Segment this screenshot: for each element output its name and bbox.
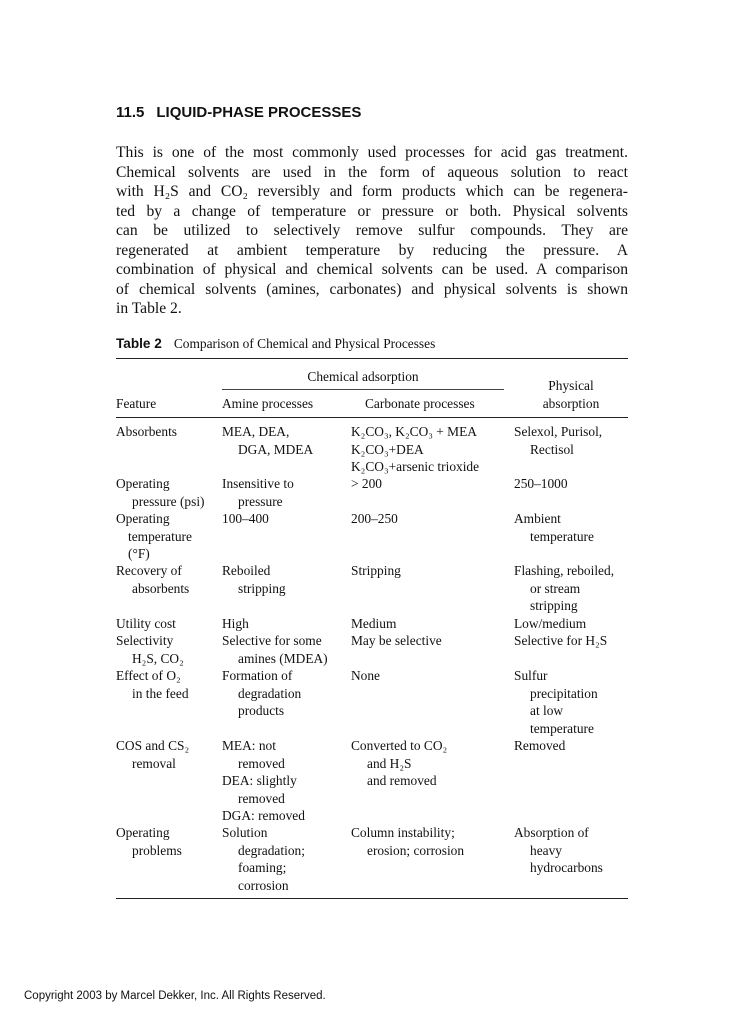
cell-feature: H₂S, CO₂ (132, 650, 184, 666)
cell-physical: Low/medium (514, 616, 587, 631)
cell-physical: Sulfur (514, 668, 548, 683)
cell-carbonate: Medium (351, 616, 397, 631)
paragraph-line: of chemical solvents (amines, carbonates) and physical solvents is shown (116, 280, 628, 298)
cell-physical: precipitation (530, 685, 598, 701)
copyright-footer: Copyright 2003 by Marcel Dekker, Inc. All Rights Reserved. (24, 990, 326, 1002)
cell-physical: heavy (530, 842, 562, 858)
paragraph-line: regenerated at ambient temperature by reducing the pressure. A (116, 241, 628, 259)
table-header-rule (116, 417, 628, 418)
cell-amine: MEA, DEA, (222, 424, 290, 439)
paragraph-line: ted by a change of temperature or pressure or both. Physical solvents (116, 202, 628, 220)
cell-physical: stripping (530, 598, 578, 613)
section-number: 11.5 (116, 104, 145, 121)
cell-amine: MEA: not (222, 738, 276, 753)
paragraph-line: with H₂S and CO₂ reversibly and form products which can be regenera- (116, 183, 628, 200)
cell-feature: Operating (116, 825, 170, 840)
cell-carbonate: and H₂S (367, 755, 412, 771)
cell-feature: temperature (128, 528, 192, 544)
cell-carbonate: 200–250 (351, 511, 398, 526)
cell-amine: DGA: removed (222, 808, 305, 823)
cell-amine: removed (238, 790, 285, 806)
header-amine-processes: Amine processes (222, 396, 314, 411)
cell-amine: removed (238, 755, 285, 771)
cell-carbonate: Column instability; (351, 825, 455, 840)
cell-physical: hydrocarbons (530, 860, 603, 875)
cell-carbonate: and removed (367, 773, 437, 788)
header-feature: Feature (116, 396, 157, 411)
header-chemical-adsorption: Chemical adsorption (307, 369, 419, 384)
cell-amine: Solution (222, 825, 268, 840)
cell-feature: COS and CS₂ (116, 738, 190, 753)
cell-amine: Formation of (222, 668, 293, 683)
cell-physical: Flashing, reboiled, (514, 563, 615, 578)
cell-amine: Selective for some (222, 633, 322, 648)
cell-physical: Removed (514, 738, 566, 753)
cell-feature: pressure (psi) (132, 493, 205, 509)
paragraph-line: Chemical solvents are used in the form of aqueous solution to react (116, 163, 628, 181)
cell-feature: Effect of O₂ (116, 668, 181, 683)
paragraph-line: This is one of the most commonly used processes for acid gas treatment. (116, 144, 628, 161)
table-top-rule (116, 358, 628, 359)
cell-amine: pressure (238, 493, 283, 509)
section-heading (116, 104, 361, 121)
paragraph-line: in Table 2. (116, 300, 182, 317)
header-physical-1: Physical (548, 378, 594, 393)
cell-amine: stripping (238, 580, 286, 596)
cell-amine: Insensitive to (222, 476, 294, 491)
table-caption-text: Comparison of Chemical and Physical Processes (173, 336, 436, 351)
cell-amine: Reboiled (222, 563, 271, 578)
cell-amine: foaming; (238, 860, 287, 875)
table-label: Table 2 (116, 336, 162, 351)
cell-physical: or stream (530, 580, 581, 596)
cell-carbonate: Stripping (351, 563, 401, 578)
cell-physical: temperature (530, 528, 594, 544)
body-paragraph (116, 143, 628, 319)
cell-feature: absorbents (132, 580, 190, 596)
cell-physical: at low (530, 703, 564, 718)
cell-feature: removal (132, 755, 176, 771)
cell-physical: Ambient (514, 511, 561, 526)
cell-carbonate: None (351, 668, 381, 683)
section-title: LIQUID-PHASE PROCESSES (156, 104, 362, 121)
cell-amine: amines (MDEA) (238, 650, 328, 666)
cell-amine: 100–400 (222, 511, 269, 526)
cell-feature: Operating (116, 511, 170, 526)
cell-carbonate: K₂CO₃, K₂CO₃ + MEA (351, 424, 477, 439)
cell-physical: Selexol, Purisol, (514, 424, 603, 439)
cell-carbonate: erosion; corrosion (367, 842, 465, 858)
cell-physical: 250–1000 (514, 476, 568, 491)
cell-amine: degradation (238, 685, 302, 701)
cell-feature: (°F) (128, 546, 150, 561)
cell-carbonate: May be selective (351, 633, 442, 648)
cell-amine: degradation; (238, 842, 305, 858)
header-group-rule (222, 389, 504, 390)
cell-amine: products (238, 703, 285, 718)
cell-carbonate: K₂CO₃+arsenic trioxide (351, 459, 480, 474)
cell-amine: High (222, 616, 249, 631)
cell-physical: Absorption of (514, 825, 589, 840)
cell-physical: temperature (530, 720, 594, 736)
cell-feature: Utility cost (116, 616, 176, 631)
cell-carbonate: K₂CO₃+DEA (351, 441, 424, 457)
header-physical-2: absorption (542, 396, 600, 411)
table-bottom-rule (116, 898, 628, 899)
cell-feature: Selectivity (116, 633, 174, 648)
cell-carbonate: Converted to CO₂ (351, 738, 448, 753)
cell-amine: corrosion (238, 877, 289, 893)
header-carbonate-processes: Carbonate processes (365, 396, 475, 411)
cell-physical: Selective for H₂S (514, 633, 608, 648)
cell-amine: DEA: slightly (222, 773, 297, 788)
cell-physical: Rectisol (530, 441, 574, 457)
paragraph-line: combination of physical and chemical solvents can be used. A comparison (116, 261, 628, 278)
cell-carbonate: > 200 (351, 476, 382, 491)
cell-feature: Absorbents (116, 424, 177, 439)
cell-feature: Recovery of (116, 563, 182, 578)
cell-feature: in the feed (132, 685, 189, 701)
cell-amine: DGA, MDEA (238, 441, 314, 457)
table-caption (116, 336, 435, 352)
cell-feature: Operating (116, 476, 170, 491)
cell-feature: problems (132, 842, 182, 858)
paragraph-line: can be utilized to selectively remove sulfur compounds. They are (116, 222, 628, 239)
